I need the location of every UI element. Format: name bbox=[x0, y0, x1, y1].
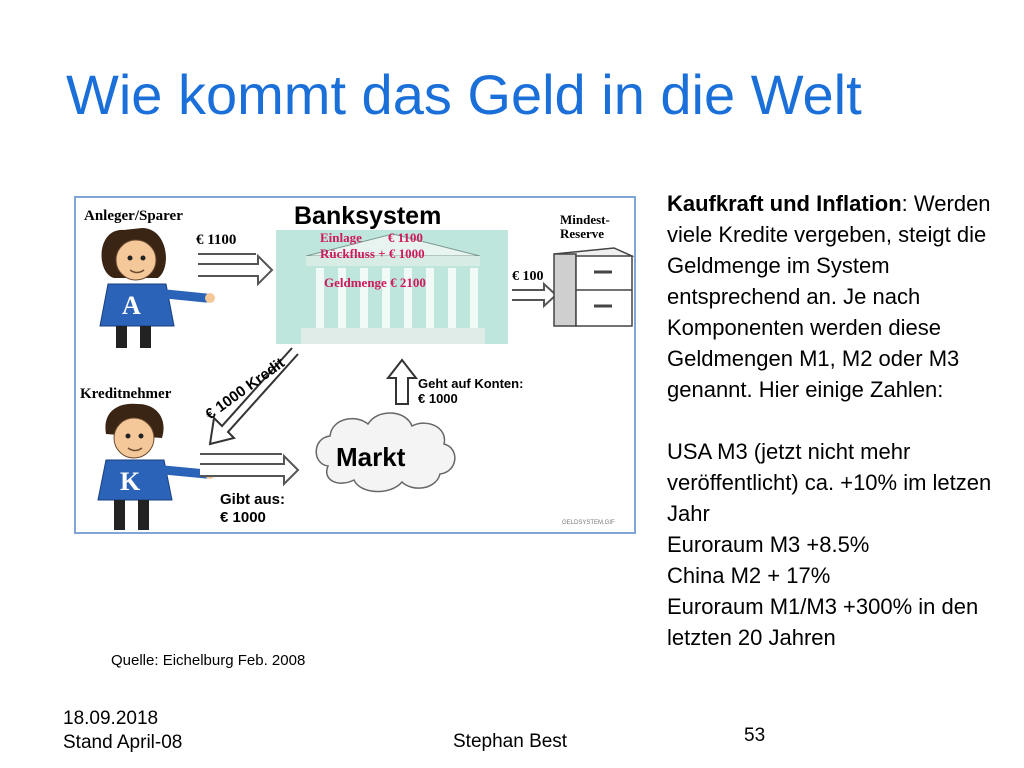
reserve-arrow bbox=[512, 284, 556, 306]
file-caption: GELDSYSTEM.GIF bbox=[562, 520, 615, 526]
stat-euroraum-m3: Euroraum M3 +8.5% bbox=[667, 532, 870, 557]
reserve-amount: € 100 bbox=[512, 269, 544, 284]
geht-auf-konten-label: Geht auf Konten: bbox=[418, 376, 524, 391]
inflation-heading: Kaufkraft und Inflation bbox=[667, 191, 902, 216]
deposit-arrow bbox=[198, 254, 272, 284]
kreditnehmer-label: Kreditnehmer bbox=[80, 386, 172, 402]
mindest-reserve-line2: Reserve bbox=[560, 226, 605, 241]
deposit-amount: € 1100 bbox=[196, 232, 237, 248]
inflation-text-panel bbox=[667, 188, 1017, 653]
footer-author: Stephan Best bbox=[453, 731, 568, 752]
footer-stand: Stand April-08 bbox=[63, 732, 183, 753]
inflation-intro-text: Werden viele Kredite vergeben, steigt die Geldmenge im System entsprechend an. Je nach Komponenten werden diese Geldmengen M1, M2 oder M3 genannt. Hier einige Zahlen: bbox=[667, 191, 991, 402]
heading-colon: : bbox=[901, 191, 908, 216]
markt-label: Markt bbox=[336, 442, 406, 472]
kredit-label: € 1000 Kredit bbox=[202, 354, 288, 424]
up-arrow bbox=[388, 360, 416, 404]
rueckfluss-text: Rückfluss + € 1000 bbox=[320, 246, 425, 261]
stat-euroraum-m1-m3: Euroraum M1/M3 +300% in den letzten 20 Jahren bbox=[667, 594, 979, 650]
gibt-aus-label: Gibt aus: bbox=[220, 491, 286, 508]
banksystem-illustration bbox=[74, 196, 636, 534]
badge-a: A bbox=[122, 291, 141, 320]
einlage-text: Einlage € 1100 bbox=[320, 230, 423, 245]
spend-arrow bbox=[200, 454, 298, 484]
footer-date: 18.09.2018 bbox=[63, 708, 159, 729]
banksystem-label: Banksystem bbox=[294, 202, 442, 230]
source-note: Quelle: Eichelburg Feb. 2008 bbox=[111, 652, 306, 669]
badge-k: K bbox=[120, 467, 141, 496]
gibt-aus-amount: € 1000 bbox=[220, 509, 266, 526]
slide-title: Wie kommt das Geld in die Welt bbox=[66, 63, 862, 126]
stat-usa-m3: USA M3 (jetzt nicht mehr veröffentlicht) ca. +10% im letzen Jahr bbox=[667, 439, 992, 526]
anleger-label: Anleger/Sparer bbox=[84, 208, 183, 224]
inflation-intro bbox=[667, 188, 1017, 405]
kreditnehmer-character bbox=[98, 404, 215, 530]
mindest-reserve-line1: Mindest- bbox=[560, 212, 610, 227]
page-number: 53 bbox=[744, 725, 766, 746]
geht-auf-konten-amount: € 1000 bbox=[418, 391, 458, 406]
geldmenge-text: Geldmenge € 2100 bbox=[324, 275, 426, 290]
reserve-cabinet-icon bbox=[554, 248, 632, 326]
stat-china-m2: China M2 + 17% bbox=[667, 563, 831, 588]
footer-date-block bbox=[63, 707, 182, 755]
